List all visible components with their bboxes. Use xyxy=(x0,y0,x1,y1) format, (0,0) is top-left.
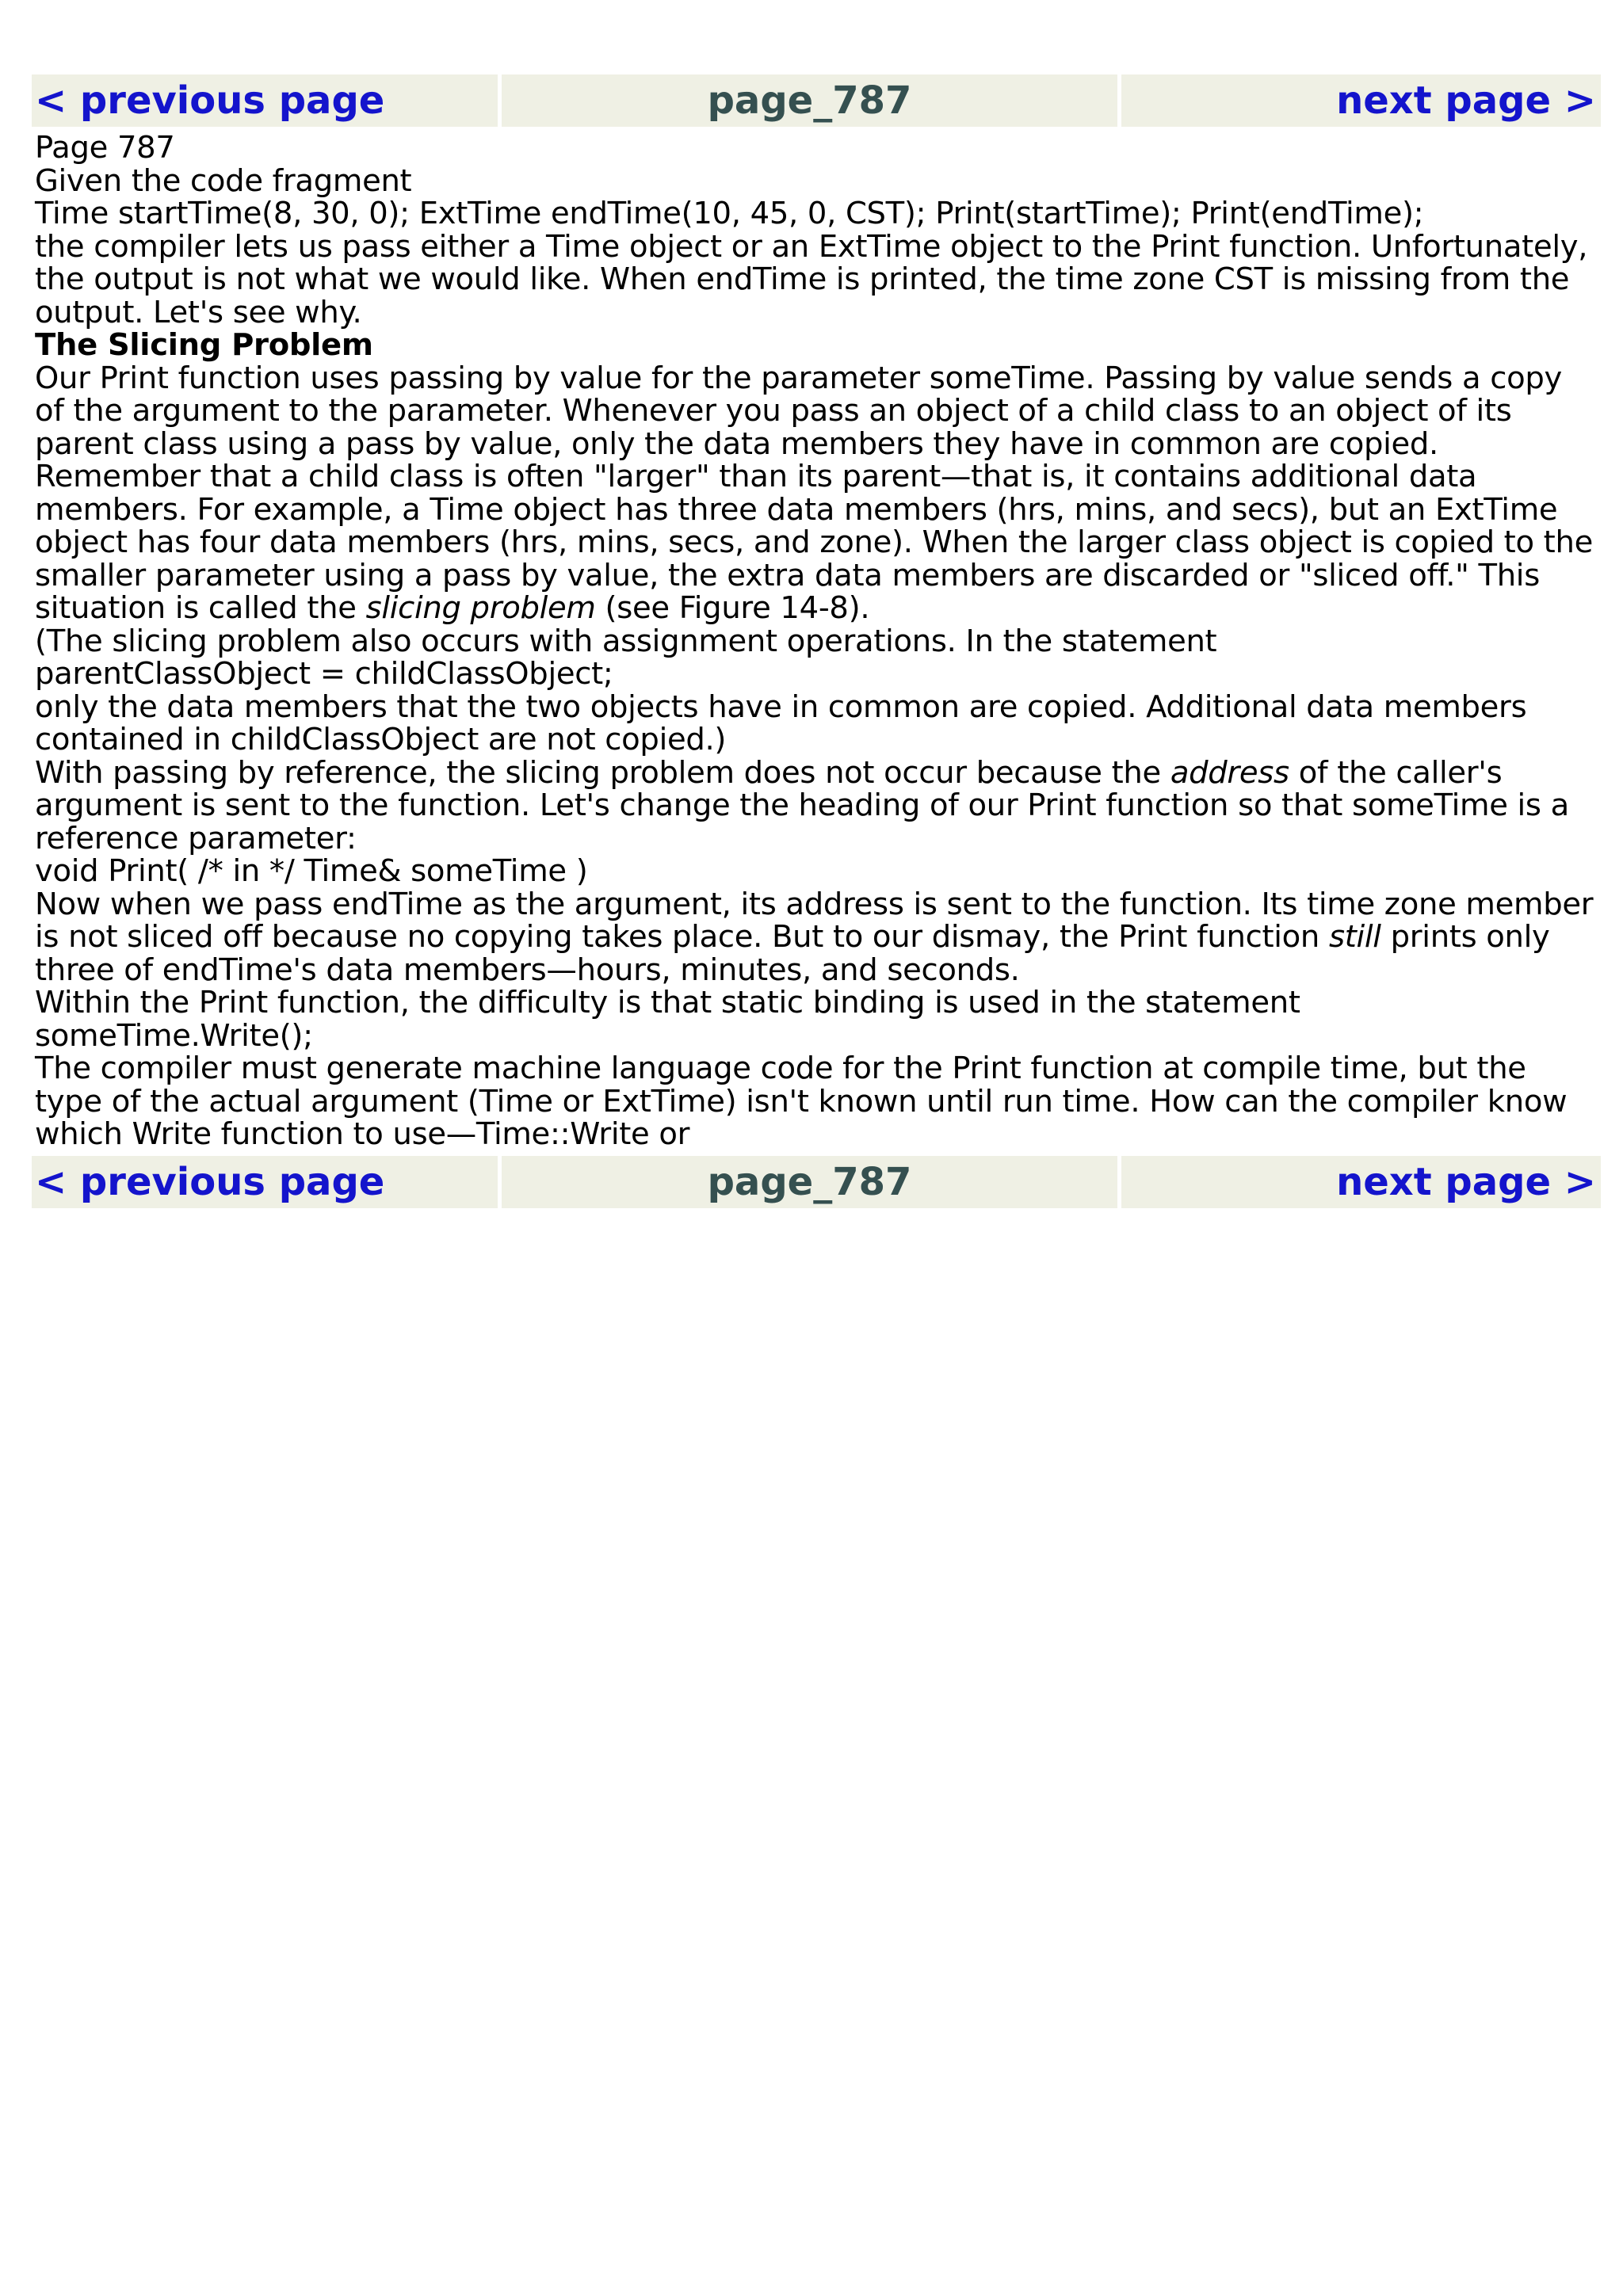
text-run: Now when we pass endTime as the argument, its address is sent to the function. Its time zone member is not sliced off because no copying takes place. But to our dismay, the Print function xyxy=(35,886,1594,955)
previous-page-link-bottom[interactable]: < previous page xyxy=(32,1156,498,1208)
emphasis-term: address xyxy=(1170,754,1289,791)
code-write-call: someTime.Write(); xyxy=(35,1017,313,1054)
code-fragment-declarations: Time startTime(8, 30, 0); ExtTime endTime(10, 45, 0, CST); Print(startTime); Print(endTime); xyxy=(35,196,1424,231)
paragraph-assignment-note: (The slicing problem also occurs with assignment operations. In the statement xyxy=(35,623,1217,659)
previous-page-link[interactable]: < previous page xyxy=(32,74,498,127)
page-title-bottom: page_787 xyxy=(502,1156,1117,1208)
paragraph-static-binding: Within the Print function, the difficulty is that static binding is used in the statement xyxy=(35,985,1300,1020)
paragraph-slicing-explanation xyxy=(35,362,1598,625)
text-run: With passing by reference, the slicing problem does not occur because the xyxy=(35,754,1170,791)
next-page-link[interactable]: next page > xyxy=(1121,74,1601,127)
code-assignment-statement: parentClassObject = childClassObject; xyxy=(35,656,613,692)
top-navigation-bar xyxy=(32,74,1601,127)
text-run: Our Print function uses passing by value for the parameter someTime. Passing by value sends a copy of the argument to the parameter. Whenever you pass an object of a child class to an object of its parent class using a pass by value, only the data members they have in common are copied. Remember that a child class is often "larger" than its parent—that is, it contains additional data members. For example, a Time object has three data members (hrs, mins, and secs), but an ExtTime object has four data members (hrs, mins, secs, and zone). When the larger class object is copied to the smaller parameter using a pass by value, the extra data members are discarded or "sliced off." This situation is called the xyxy=(35,360,1593,626)
next-page-link-bottom[interactable]: next page > xyxy=(1121,1156,1601,1208)
emphasis-term: slicing problem xyxy=(365,590,596,626)
intro-text: Given the code fragment xyxy=(35,162,412,199)
page-content xyxy=(32,127,1601,1156)
code-print-signature: void Print( /* in */ Time& someTime ) xyxy=(35,853,588,889)
emphasis-term: still xyxy=(1328,919,1381,955)
page-title: page_787 xyxy=(502,74,1117,127)
section-heading: The Slicing Problem xyxy=(35,327,373,363)
bottom-navigation-bar xyxy=(32,1156,1601,1208)
paragraph-address-sent xyxy=(35,888,1598,987)
book-page xyxy=(32,74,1601,1208)
paragraph-compile-time: The compiler must generate machine language code for the Print function at compile time, but the type of the actual argument (Time or ExtTime) isn't known until run time. How can the compiler know which Write function to use—Time::Write or xyxy=(35,1051,1568,1152)
text-run: prints only three of endTime's data members—hours, minutes, and seconds. xyxy=(35,919,1550,988)
text-run: (see Figure 14-8). xyxy=(595,590,870,626)
paragraph-pass-by-reference xyxy=(35,754,1598,856)
paragraph-compiler-output: the compiler lets us pass either a Time object or an ExtTime object to the Print function. Unfortunately, the output is not what we would like. When endTime is printed, the time zone CST is missing from the output. Let's see why. xyxy=(35,228,1588,330)
page-number-label: Page 787 xyxy=(35,130,175,166)
paragraph-copied-members: only the data members that the two objects have in common are copied. Additional data members contained in childClassObject are not copied.) xyxy=(35,688,1527,757)
text-run: of the caller's argument is sent to the function. Let's change the heading of our Print function so that someTime is a reference parameter: xyxy=(35,754,1569,856)
